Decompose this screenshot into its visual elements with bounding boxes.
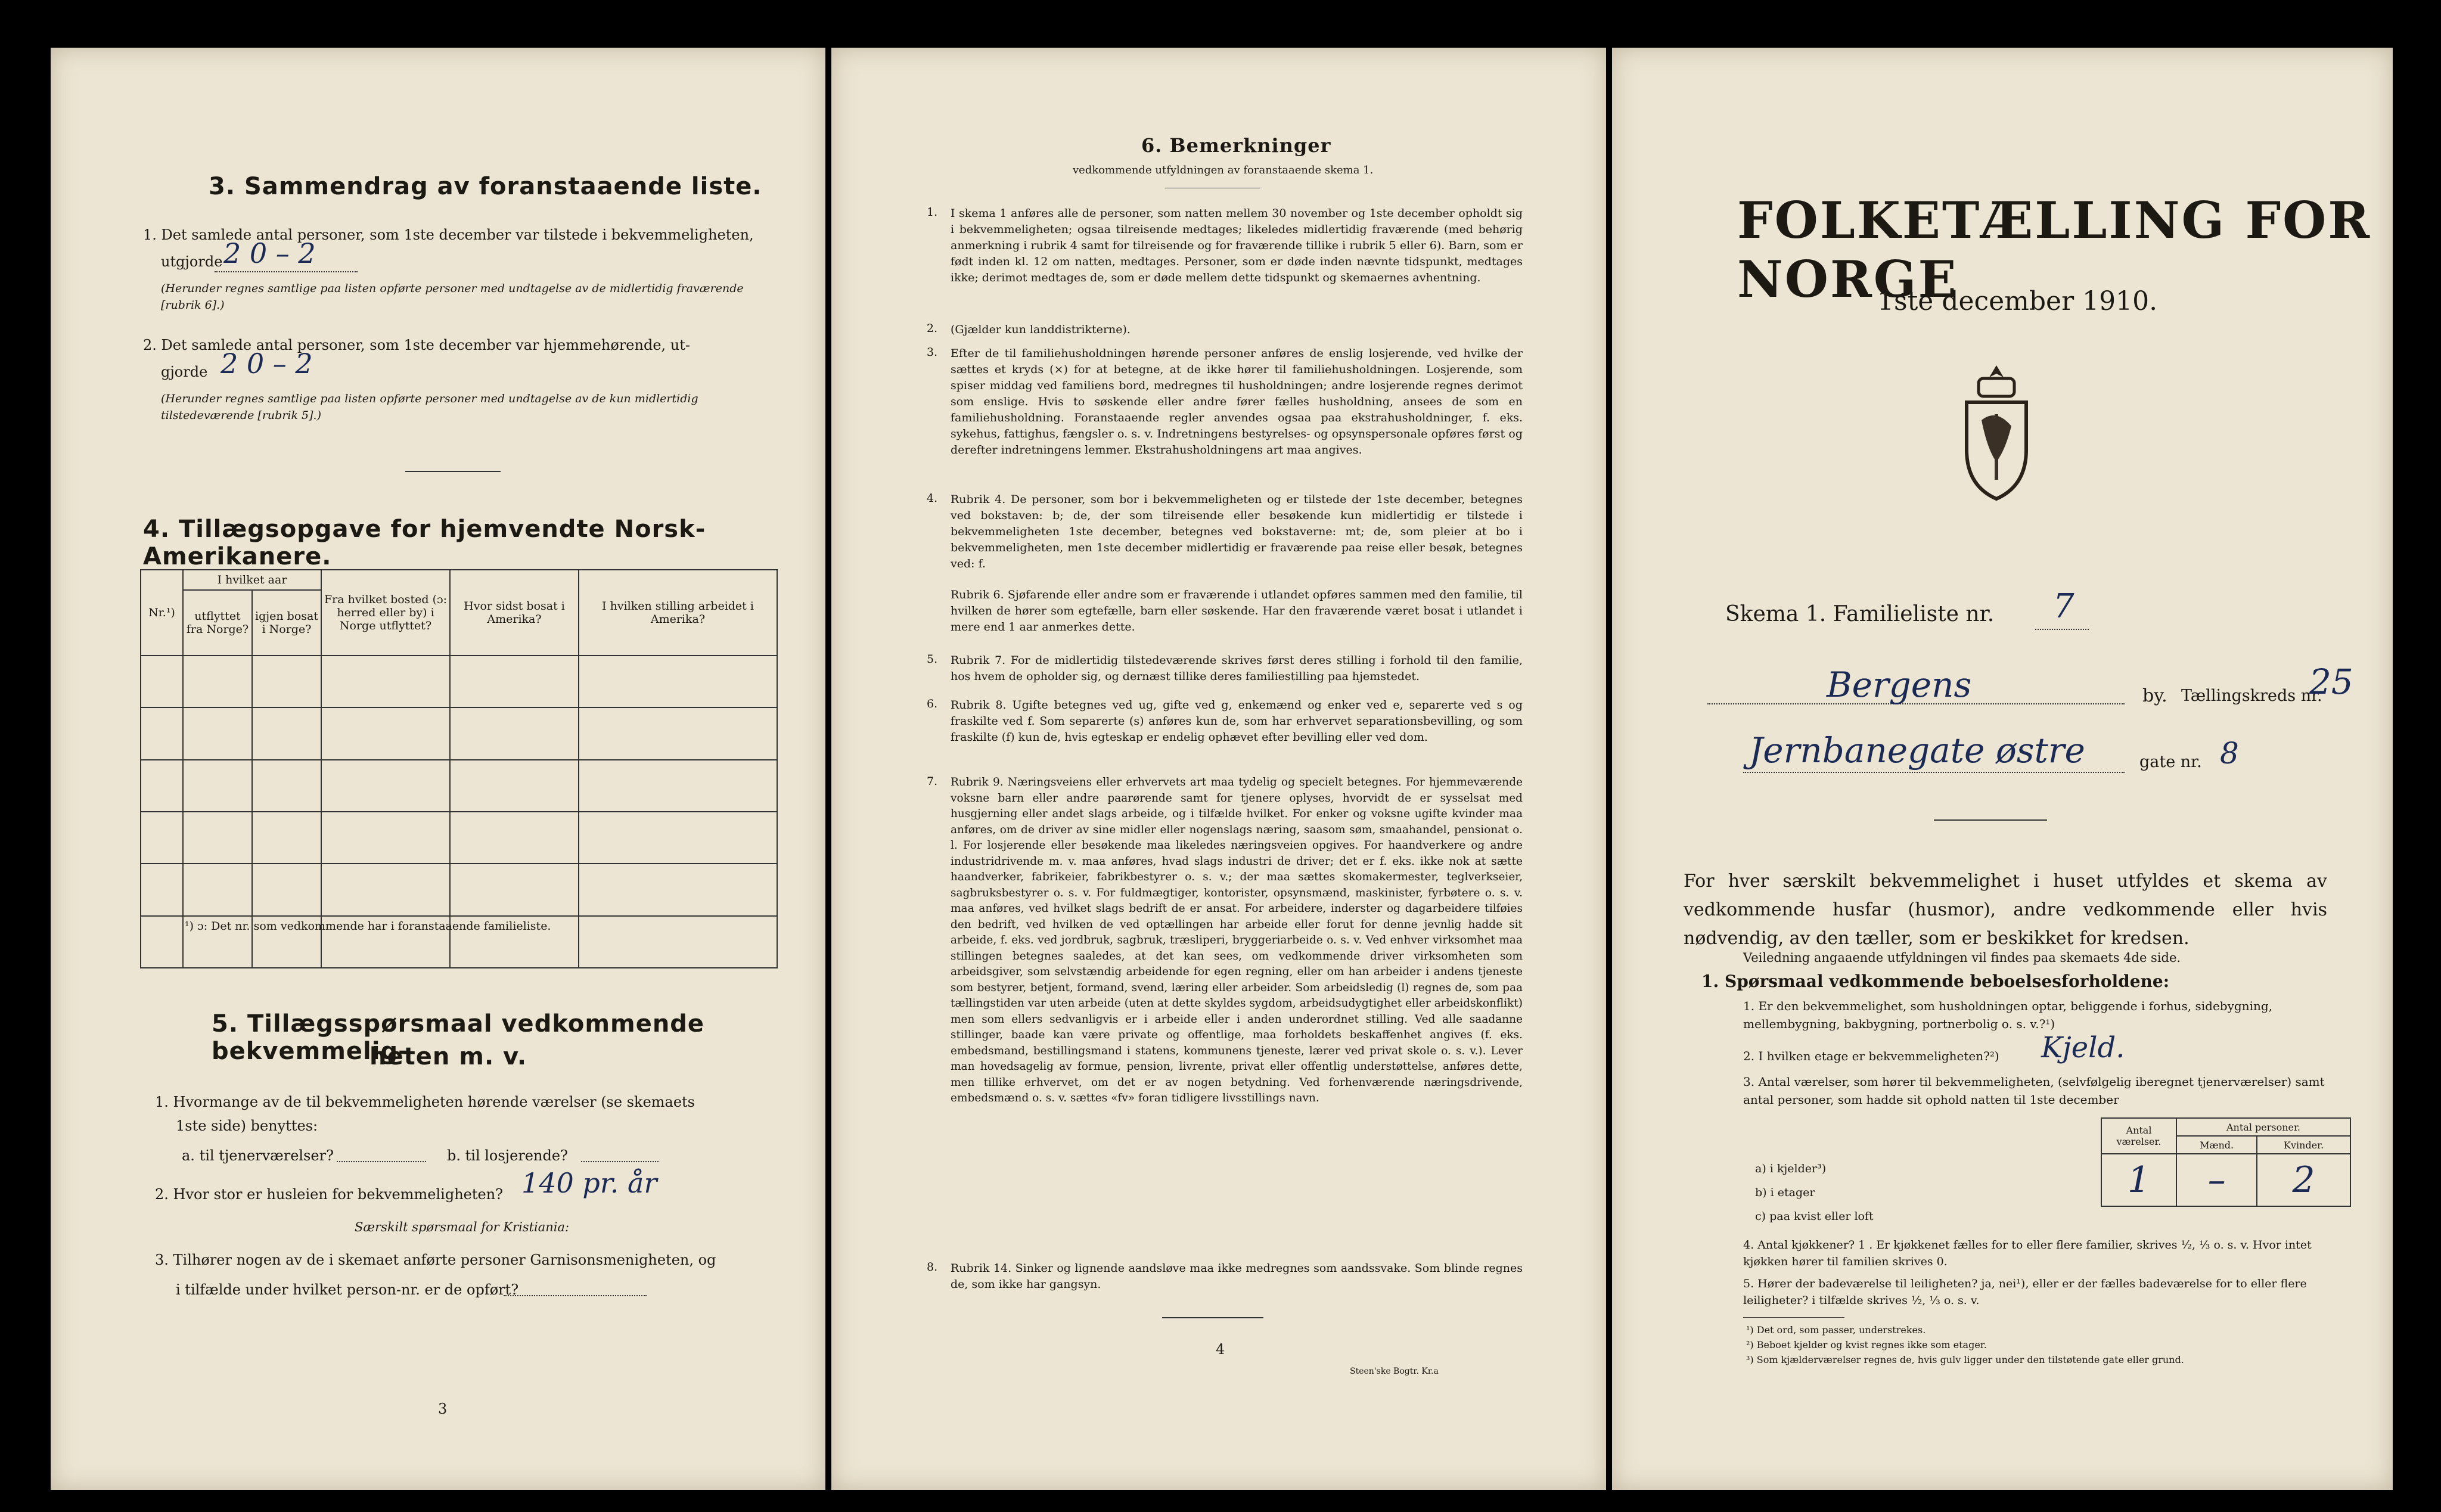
sec5-q3-b: i tilfælde under hvilket person-nr. er de opført? [176, 1281, 519, 1298]
q1-item-1: 1. Er den bekvemmelighet, som husholdningen optar, beliggende i forhus, sidebygning, mellembygning, bakbygning, portnerbolig o. s. v.?¹) [1743, 999, 2273, 1031]
sec5-q2-handwritten: 140 pr. år [521, 1167, 657, 1199]
sec5-q1-c: a. til tjenerværelser? [182, 1147, 334, 1164]
section-5-title-1: 5. Tillægsspørsmaal vedkommende bekvemmelig- [212, 1010, 705, 1065]
item-6-number: 6. [927, 697, 938, 710]
section-5-title-2: heten m. v. [369, 1043, 527, 1070]
sec5-q1-a: 1. Hvormange av de til bekvemmeligheten hørende værelser (se skemaets [155, 1094, 695, 1110]
sec3-q2-handwritten: 2 0 – 2 [221, 347, 313, 380]
hand-vaerelser: 1 [2101, 1154, 2176, 1206]
item-3-number: 3. [927, 346, 938, 359]
rooms-persons-table [2101, 1117, 2351, 1207]
q1-item-2: 2. I hvilken etage er bekvemmeligheten?²) [1743, 1049, 1999, 1063]
item-5-number: 5. [927, 653, 938, 666]
sec3-q1-note: (Herunder regnes samtlige paa listen opførte personer med undtagelse av de midlertidig fraværende [rubrik 6].) [161, 282, 744, 312]
sec5-q3-a: 3. Tilhører nogen av de i skemaet anførte personer Garnisonsmenigheten, og [155, 1252, 716, 1268]
col-vaerelser: Antal værelser. [2101, 1118, 2176, 1154]
row-kvist: c) paa kvist eller loft [1755, 1210, 1874, 1223]
norsk-amerikaner-table [140, 569, 778, 968]
sec5-q1-b: 1ste side) benyttes: [176, 1117, 318, 1134]
col-maend: Mænd. [2176, 1136, 2257, 1154]
remarks-title: 6. Bemerkninger [1141, 134, 1331, 157]
q1-item-4: 4. Antal kjøkkener? 1 . Er kjøkkenet fælles for to eller flere familier, skrives ½, ⅓ o. s. v. Hvor intet kjøkken hører til familien skrives 0. [1743, 1238, 2312, 1268]
kreds-nr-handwritten: 25 [2309, 662, 2353, 702]
sec3-q1: 1. Det samlede antal personer, som 1ste december var tilstede i bekvemmeligheten, [143, 226, 754, 243]
sec3-q1-handwritten: 2 0 – 2 [223, 237, 316, 269]
kreds-label: Tællingskreds nr. [2181, 687, 2322, 705]
by-label: by. [2142, 685, 2167, 706]
page-4 [831, 48, 1606, 1490]
printer-mark: Steen'ske Bogtr. Kr.a [1350, 1367, 1439, 1376]
q1-item-3: 3. Antal værelser, som hører til bekvemmeligheten, (selvfølgelig iberegnet tjenerværelser) samt antal personer, som hadde sit ophold natten til 1ste december [1743, 1075, 2325, 1107]
census-date: 1ste december 1910. [1877, 286, 2158, 316]
page-1-cover [1612, 48, 2393, 1490]
census-title: FOLKETÆLLING FOR NORGE [1737, 191, 2372, 309]
section-3-title: 3. Sammendrag av foranstaaende liste. [209, 173, 762, 200]
familieliste-nr-handwritten: 7 [2053, 587, 2074, 626]
coat-of-arms-icon [1955, 361, 2038, 504]
city-handwritten: Bergens [1827, 665, 1972, 705]
intro-text: For hver særskilt bekvemmelighet i huset utfyldes et skema av vedkommende husfar (husmor), andre vedkommende eller hvis nødvendig, av den tæller, som er beskikket for kredsen. [1684, 871, 2327, 949]
item-8: Rubrik 14. Sinker og lignende aandsløve maa ikke medregnes som aandssvake. Som blinde regnes de, som ikke har gangsyn. [951, 1262, 1523, 1291]
item-8-number: 8. [927, 1260, 938, 1274]
col-kvinder: Kvinder. [2257, 1136, 2350, 1154]
item-3: Efter de til familiehusholdningen hørende personer anføres de enslig losjerende, ved hvilke der sættes et kryds (×) for at betegne, at de ikke hører til familiehusholdningen. Losjerende, som spiser middag ved familiens bord, medregnes til husholdningen; andre losjerende regnes derimot som enslige. Hvis to søskende eller andre fører fælles husholdning, ansees de som en familiehusholdning. Foranstaaende regler anvendes ogsaa paa ekstrahusholdninger, f. eks. sykehus, fattighus, fængsler o. s. v. Indretningens bestyrelses- og opsynspersonale opføres først og derefter indretningens lemmer. Ekstrahusholdningens art maa angives. [951, 347, 1523, 457]
row-etager: b) i etager [1755, 1186, 1815, 1199]
item-4: Rubrik 4. De personer, som bor i bekvemmeligheten og er tilstede der 1ste december, betegnes ved bokstaven: b; de, der som tilreisende eller besøkende kun midlertidig er tilstede i bekvemmeligheten 1ste december, betegnes ved bokstaverne: mt; de, som pleier at bo i bekvemmeligheten, men 1ste december midlertidig er fraværende paa reise eller besøk, betegnes ved: f. [951, 493, 1523, 570]
col-personer: Antal personer. [2176, 1118, 2350, 1136]
item-1-number: 1. [927, 206, 938, 219]
gate-nr-handwritten: 8 [2220, 736, 2239, 771]
item-2: (Gjælder kun landdistrikterne). [951, 323, 1131, 336]
gate-label: gate nr. [2139, 753, 2202, 771]
item-7-number: 7. [927, 775, 938, 788]
item-rubrik-6: Rubrik 6. Sjøfarende eller andre som er fraværende i utlandet opføres sammen med den familie, til hvilken de hører som egtefælle, barn eller søskende. Har den fraværende været bosat i utlandet i mere end 1 aar anmerkes dette. [951, 588, 1523, 634]
sec5-q2: 2. Hvor stor er husleien for bekvemmeligheten? [155, 1186, 504, 1203]
footnote-3: ³) Som kjælderværelser regnes de, hvis gulv ligger under den tilstøtende gate eller grund. [1746, 1354, 2184, 1365]
page-number-3: 3 [438, 1401, 448, 1417]
street-handwritten: Jernbanegate østre [1749, 730, 2085, 771]
intro-note: Veiledning angaaende utfyldningen vil findes paa skemaets 4de side. [1743, 951, 2181, 965]
item-2-number: 2. [927, 322, 938, 335]
col-bosat: igjen bosat i Norge? [252, 590, 321, 656]
q1-item-5: 5. Hører der badeværelse til leiligheten? ja, nei¹), eller er der fælles badeværelse for to eller flere leiligheter? i tilfælde skrives ½, ⅓ o. s. v. [1743, 1277, 2307, 1307]
hand-kvinder: 2 [2257, 1154, 2350, 1206]
item-7: Rubrik 9. Næringsveiens eller erhvervets art maa tydelig og specielt betegnes. For hjemmeværende voksne barn eller andre paarørende samt for tjenere oplyses, hvorvidt de er sysselsat med husgjerning eller andet slags arbeide, og i tilfælde hvilket. For enker og voksne ugifte kvinder maa anføres, om de driver av sine midler eller nogenslags næring, saasom søm, smaahandel, pensionat o. l. For losjerende eller besøkende maa likeledes næringsveien opgives. For haandverkere og andre industridrivende m. v. maa anføres, hvad slags industri de driver; det er f. eks. ikke nok at sætte haandverker, fabrikeier, fabrikbestyrer o. s. v.; der maa sættes skomakermester, teglverkseier, sagbruksbestyrer o. s. v. For fuldmægtiger, kontorister, opsynsmænd, maskinister, fyrbøtere o. s. v. maa anføres, ved hvilket slags bedrift de er ansat. For arbeidere, inderster og dagarbeidere tilføies den bedrift, ved hvilken de ved optællingen har arbeide eller forut for denne jevnlig hadde sit arbeide, f. eks. ved jordbruk, sagbruk, træsliperi, bryggeriarbeide o. s. v. Ved enhver virksomhet maa stillingen betegnes saaledes, at det kan sees, om vedkommende driver virksomheten som arbeidsgiver, som selvstændig arbeidende for egen regning, eller om han arbeider i andens tjeneste som bestyrer, betjent, formand, svend, læring eller arbeider. Som arbeidsledig (l) regnes de, som paa tællingstiden var uten arbeide (uten at dette skyldes sygdom, arbeidsudygtighet eller arbeidskonflikt) men som ellers sedvanligvis er i arbeide eller i anden underordnet stilling. Ved alle saadanne stillinger, baade kan være private og offentlige, maa forholdets beskaffenhet angives (f. eks. embedsmand, bestillingsmand i statens, kommunens tjeneste, lærer ved privat skole o. s. v.). Lever man hovedsagelig av formue, pension, livrente, privat eller offentlig understøttelse, anføres dette, men tillike erhvervet, om det er av nogen betydning. Ved forhenværende næringsdrivende, embedsmænd o. s. v. sættes «fv» foran tidligere livsstillings navn. [951, 776, 1523, 1104]
item-1: I skema 1 anføres alle de personer, som natten mellem 30 november og 1ste december opholdt sig i bekvemmeligheten; ogsaa tilreisende medtages; likeledes midlertidig fraværende (med behørig anmerkning i rubrik 4 samt for tilreisende og for fraværende tillike i rubrik 5 eller 6). Barn, som er født inden kl. 12 om natten, medtages. Personer, som er døde inden nævnte tidspunkt, medtages ikke; derimot medtages de, som er døde mellem dette tidspunkt og skemaernes avhentning. [951, 207, 1523, 284]
sec5-q1-d: b. til losjerende? [447, 1147, 568, 1164]
col-bosted: Fra hvilket bosted (ɔ: herred eller by) i Norge utflyttet? [321, 570, 450, 656]
sec3-q2-note: (Herunder regnes samtlige paa listen opførte personer med undtagelse av de kun midlertidig tilstedeværende [rubrik 5].) [161, 392, 698, 422]
footnote-2: ²) Beboet kjelder og kvist regnes ikke som etager. [1746, 1339, 1987, 1350]
sec5-special: Særskilt spørsmaal for Kristiania: [355, 1220, 570, 1234]
table-footnote: ¹) ɔ: Det nr. som vedkommende har i foranstaaende familieliste. [185, 920, 551, 933]
item-4-number: 4. [927, 492, 938, 505]
sec3-q1-utgjorde: utgjorde [161, 253, 223, 270]
col-year-group: I hvilket aar [183, 570, 321, 590]
section-4-title: 4. Tillægsopgave for hjemvendte Norsk-Amerikanere. [143, 516, 706, 570]
hand-maend: – [2176, 1154, 2257, 1206]
etage-handwritten: Kjeld. [2041, 1031, 2125, 1064]
sec3-q2: 2. Det samlede antal personer, som 1ste december var hjemmehørende, ut- [143, 337, 690, 353]
page-number-4: 4 [1216, 1341, 1225, 1358]
col-utflyttet: utflyttet fra Norge? [183, 590, 252, 656]
item-5: Rubrik 7. For de midlertidig tilstedeværende skrives først deres stilling i forhold til den familie, hos hvem de opholder sig, og dernæst tillike deres familiestilling paa hjemstedet. [951, 654, 1523, 683]
row-kjelder: a) i kjelder³) [1755, 1162, 1827, 1175]
skema-label: Skema 1. Familieliste nr. [1725, 602, 1995, 626]
q1-heading: 1. Spørsmaal vedkommende beboelsesforholdene: [1701, 971, 2170, 991]
col-nr: Nr.¹) [141, 570, 183, 656]
remarks-subtitle: vedkommende utfyldningen av foranstaaende skema 1. [1073, 164, 1374, 176]
col-stilling: I hvilken stilling arbeidet i Amerika? [579, 570, 777, 656]
item-6: Rubrik 8. Ugifte betegnes ved ug, gifte ved g, enkemænd og enker ved e, separerte ved s og fraskilte ved f. Som separerte (s) anføres kun de, som har erhvervet separationsbevilling, og som fraskilte (f) kun de, hvis egteskap er endelig ophævet efter bevilling eller ved dom. [951, 698, 1523, 744]
sec3-q2-utgjorde: gjorde [161, 364, 208, 380]
col-sidst: Hvor sidst bosat i Amerika? [450, 570, 579, 656]
page-3 [51, 48, 825, 1490]
footnote-1: ¹) Det ord, som passer, understrekes. [1746, 1324, 1926, 1336]
